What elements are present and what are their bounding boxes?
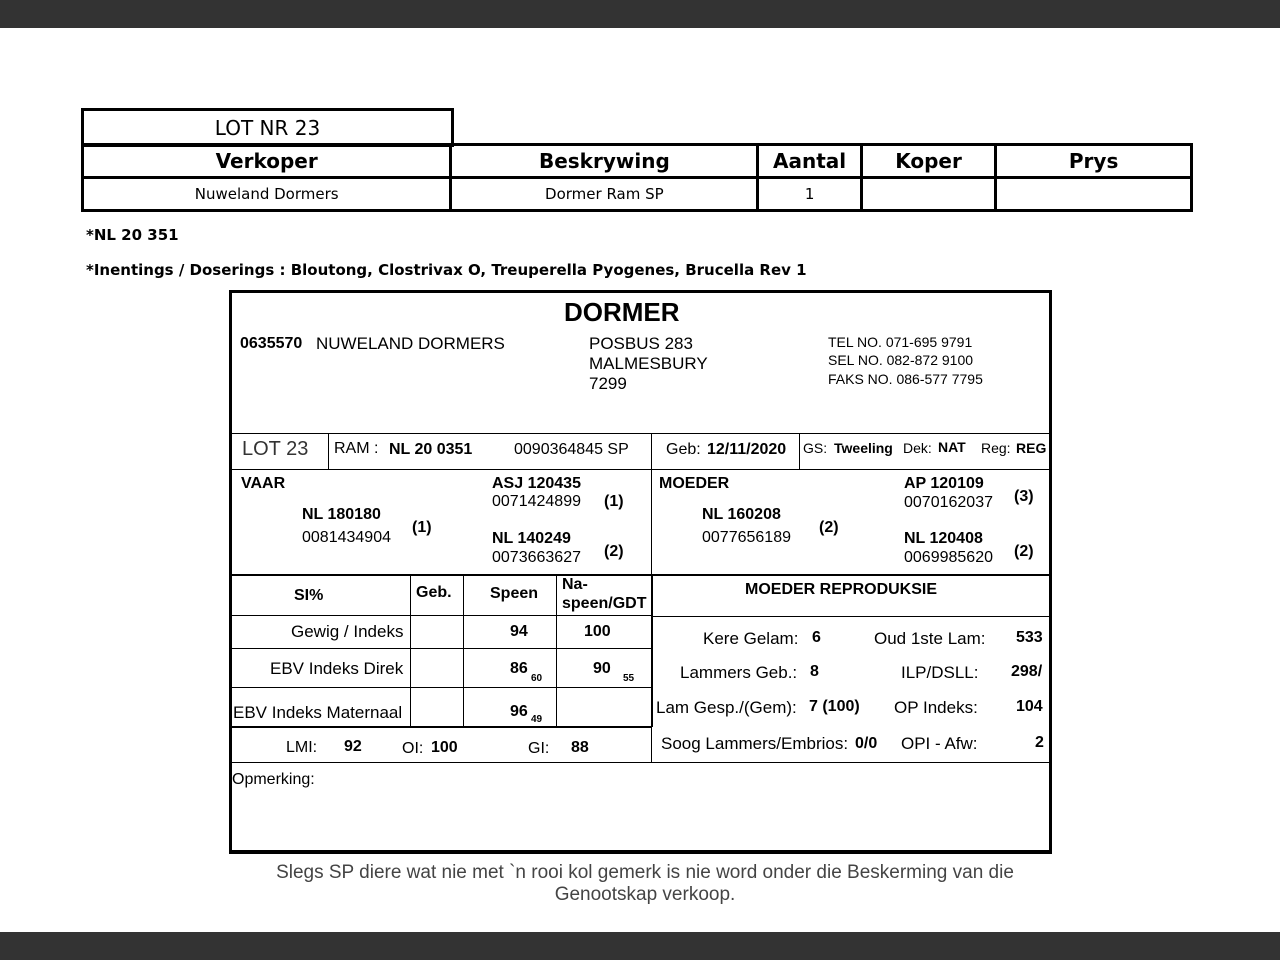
cell-beskrywing: Dormer Ram SP	[451, 178, 758, 211]
sire-mother-id: NL 140249	[492, 530, 571, 547]
dam-label: MOEDER	[659, 475, 730, 492]
cell-number: SEL NO. 082-872 9100	[828, 352, 974, 368]
oi-value: 100	[431, 739, 458, 756]
lammers-value: 8	[810, 663, 819, 680]
birth-label: Geb:	[666, 441, 701, 458]
lmi-value: 92	[344, 738, 362, 755]
si-row-direk: EBV Indeks Direk	[270, 659, 404, 678]
si-direk-naspeen: 90	[593, 660, 611, 677]
dam-id: NL 160208	[702, 506, 781, 523]
soog-label: Soog Lammers/Embrios:	[661, 734, 849, 753]
repro-title: MOEDER REPRODUKSIE	[745, 581, 938, 598]
si-gewig-speen: 94	[510, 623, 528, 640]
opi-label: OPI - Afw:	[901, 734, 978, 753]
sire-reg: 0081434904	[302, 529, 391, 546]
soog-value: 0/0	[855, 735, 878, 752]
dek-value: NAT	[938, 439, 966, 455]
address-line-2: MALMESBURY	[589, 354, 708, 373]
fax-number: FAKS NO. 086-577 7795	[828, 371, 983, 387]
cell-prys	[996, 178, 1192, 211]
kere-label: Kere Gelam:	[703, 629, 799, 648]
dam-reg: 0077656189	[702, 529, 791, 546]
sire-rank: (1)	[412, 519, 432, 536]
oi-label: OI:	[402, 740, 424, 757]
si-col-na: Na-	[562, 576, 588, 593]
si-direk-speen-sub: 60	[531, 673, 543, 684]
si-direk-speen: 86	[510, 660, 528, 677]
header-koper: Koper	[861, 145, 995, 178]
si-maternaal-speen-sub: 49	[531, 714, 543, 725]
cell-aantal: 1	[758, 178, 861, 211]
cell-koper	[861, 178, 995, 211]
breeder-name: NUWELAND DORMERS	[316, 334, 505, 353]
ilp-label: ILP/DSLL:	[901, 663, 979, 682]
ram-label: RAM :	[334, 440, 379, 457]
kere-value: 6	[812, 629, 821, 646]
cell-verkoper: Nuweland Dormers	[83, 178, 451, 211]
dam-mother-reg: 0069985620	[904, 549, 993, 566]
animal-card	[229, 290, 1052, 854]
header-beskrywing: Beskrywing	[451, 145, 758, 178]
nl-note: *NL 20 351	[86, 226, 179, 244]
sire-mother-rank: (2)	[604, 543, 624, 560]
si-col-naspeen: speen/GDT	[562, 595, 647, 612]
lot-header-text: LOT NR 23	[214, 115, 321, 140]
dam-father-id: AP 120109	[904, 475, 984, 492]
oud-label: Oud 1ste Lam:	[874, 629, 986, 648]
op-value: 104	[1016, 698, 1043, 715]
tel-number: TEL NO. 071-695 9791	[828, 334, 973, 350]
dek-label: Dek:	[903, 440, 932, 456]
si-maternaal-speen: 96	[510, 703, 528, 720]
si-direk-naspeen-sub: 55	[623, 673, 635, 684]
lammers-label: Lammers Geb.:	[680, 663, 798, 682]
remark-label: Opmerking:	[232, 771, 315, 788]
lmi-label: LMI:	[286, 739, 318, 756]
sire-mother-reg: 0073663627	[492, 549, 581, 566]
gesp-label: Lam Gesp./(Gem):	[656, 698, 797, 717]
op-label: OP Indeks:	[894, 698, 978, 717]
sire-father-id: ASJ 120435	[492, 475, 581, 492]
sire-label: VAAR	[241, 475, 286, 492]
card-lot: LOT 23	[242, 438, 309, 460]
lot-header	[81, 108, 454, 147]
sire-id: NL 180180	[302, 506, 381, 523]
ilp-value: 298/	[1011, 663, 1043, 680]
si-row-gewig: Gewig / Indeks	[291, 622, 404, 641]
gs-label: GS:	[803, 440, 828, 456]
dam-father-rank: (3)	[1014, 488, 1034, 505]
si-header: SI%	[294, 587, 324, 604]
header-verkoper: Verkoper	[83, 145, 451, 178]
opi-value: 2	[1035, 734, 1044, 751]
breeder-number: 0635570	[240, 335, 303, 352]
si-gewig-naspeen: 100	[584, 623, 611, 640]
header-aantal: Aantal	[758, 145, 861, 178]
vaccination-note: *Inentings / Doserings : Bloutong, Clostrivax O, Treuperella Pyogenes, Brucella Rev 1	[86, 261, 807, 279]
breed-title: DORMER	[564, 297, 680, 327]
sales-table	[81, 143, 1193, 212]
sire-father-rank: (1)	[604, 493, 624, 510]
gs-value: Tweeling	[834, 440, 893, 456]
bottom-bar	[0, 932, 1280, 960]
si-row-maternaal: EBV Indeks Maternaal	[233, 703, 403, 722]
address-line-3: 7299	[589, 374, 627, 393]
header-prys: Prys	[996, 145, 1192, 178]
reg-label: Reg:	[981, 440, 1011, 456]
dam-mother-rank: (2)	[1014, 543, 1034, 560]
ram-reg: 0090364845 SP	[514, 441, 629, 458]
birth-date: 12/11/2020	[707, 441, 787, 458]
si-col-speen: Speen	[490, 585, 539, 602]
gi-label: GI:	[528, 740, 550, 757]
reg-value: REG	[1016, 440, 1047, 456]
dam-rank: (2)	[819, 519, 839, 536]
top-bar	[0, 0, 1280, 28]
address-line-1: POSBUS 283	[589, 334, 693, 353]
dam-father-reg: 0070162037	[904, 494, 993, 511]
ram-id: NL 20 0351	[389, 441, 473, 458]
sire-father-reg: 0071424899	[492, 493, 581, 510]
gesp-value: 7 (100)	[809, 698, 860, 715]
si-col-geb: Geb.	[416, 584, 452, 601]
dam-mother-id: NL 120408	[904, 530, 983, 547]
oud-value: 533	[1016, 629, 1043, 646]
footer-disclaimer: Slegs SP diere wat nie met `n rooi kol gemerk is nie word onder die Beskerming van die Genootskap verkoop.	[276, 862, 1014, 905]
gi-value: 88	[571, 739, 589, 756]
